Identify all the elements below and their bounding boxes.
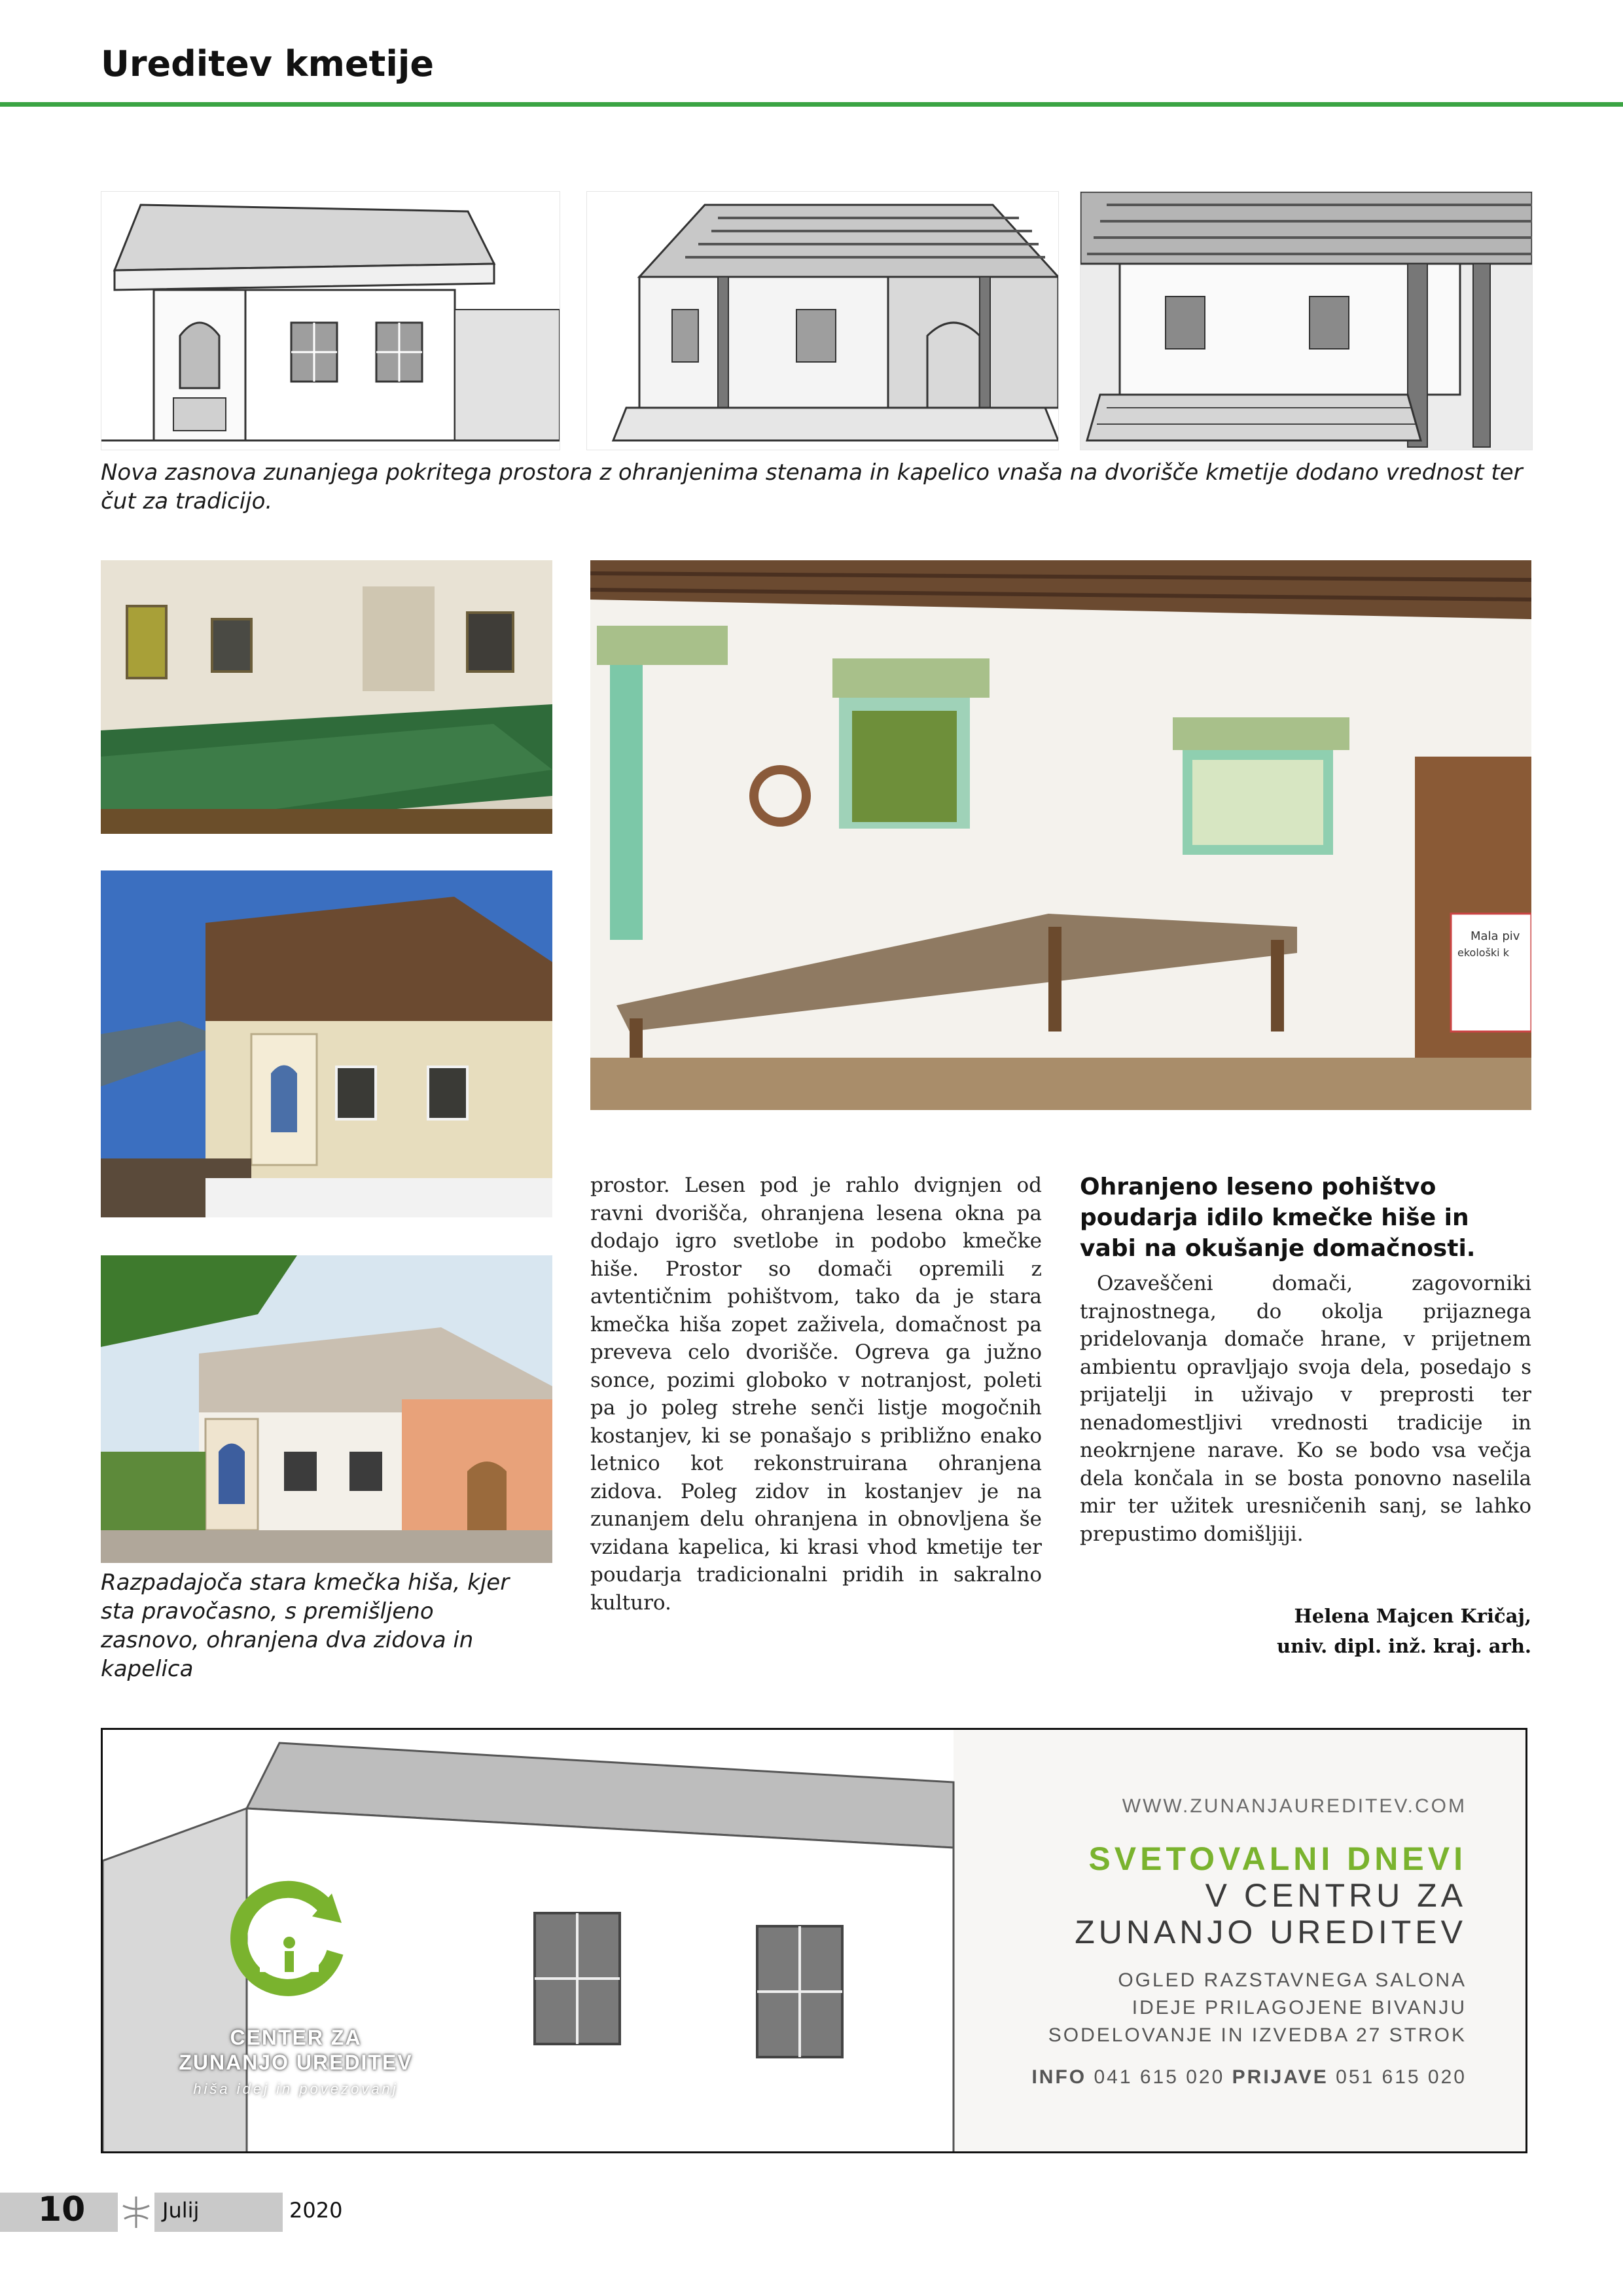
sign-text-1: Mala piv bbox=[1471, 929, 1520, 943]
ad-line-2: IDEJE PRILAGOJENE BIVANJU bbox=[1132, 1997, 1467, 2018]
footer-year: 2020 bbox=[289, 2198, 343, 2223]
ad-line-3: SODELOVANJE IN IZVEDBA 27 STROK bbox=[1048, 2024, 1467, 2046]
prijave-label: PRIJAVE bbox=[1232, 2066, 1329, 2088]
photo-house-chapel-winter bbox=[101, 870, 552, 1217]
info-phone[interactable]: 041 615 020 bbox=[1094, 2066, 1225, 2088]
title-rule bbox=[0, 102, 1623, 107]
ad-headline-2: V CENTRU ZA bbox=[1205, 1877, 1467, 1914]
ad-line-1: OGLED RAZSTAVNEGA SALONA bbox=[1118, 1969, 1467, 1991]
advertisement-box bbox=[101, 1728, 1527, 2153]
footer-month: Julij bbox=[162, 2198, 200, 2223]
photo-interior-dining bbox=[590, 560, 1531, 1110]
logo-line-2: ZUNANJO UREDITEV bbox=[179, 2051, 413, 2074]
article-column-2: Ozaveščeni domači, zagovorniki trajnostnega, do okolja prijaznega pridelovanja domače hrane, v prijetnem ambientu opravljajo svoja dela, posedajo s prijatelji in uživajo v preprosti ter nenadomestljivi vrednosti tradicije in neokrnjene narave. Ko se bodo vsa večja dela končala in se bosta ponovno naselila mir ter užitek uresničenih sanj, se lahko prepustimo domišljiji. bbox=[1080, 1272, 1531, 1546]
ad-headline-3: ZUNANJO UREDITEV bbox=[1075, 1914, 1467, 1950]
magazine-logo-icon bbox=[118, 2193, 154, 2232]
photo-renovated-house bbox=[101, 1255, 552, 1563]
page-number: 10 bbox=[38, 2190, 86, 2229]
section-title: Ureditev kmetije bbox=[101, 43, 434, 84]
sketch-chapel-house bbox=[101, 191, 560, 450]
author-title: univ. dipl. inž. kraj. arh. bbox=[1277, 1635, 1531, 1657]
article-column-1: prostor. Lesen pod je rahlo dvignjen od ravni dvorišča, ohranjena lesena okna pa dodajo igro svetlobe in podobo kmečke hiše. Prostor so domači opremili z avtentičnim pohištvom, tako da je stara kmečka hiša zopet zaživela, domačnost pa preveva celo dvorišče. Ogreva ga južno sonce, pozimi globoko v notranjost, poleti pa jo poleg strehe senči listje mogočnih kostanjev, ki se ponašajo s približno enako letnico kot rekonstruirana ohranjena zidova. Poleg zidov in kostanjev je na zunanjem delu ohranjena in obnovljena še vzidana kapelica, ki krasi vhod kmetije ter poudarja tradicionalni pridih in sakralno kulturo. bbox=[590, 1174, 1042, 1615]
ad-website[interactable]: WWW.ZUNANJAUREDITEV.COM bbox=[1122, 1795, 1467, 1817]
sketch-covered-terrace bbox=[586, 191, 1059, 450]
photos-caption: Razpadajoča stara kmečka hiša, kjer sta pravočasno, s premišljeno zasnovo, ohranjena dva zidova in kapelica bbox=[101, 1570, 510, 1682]
logo-line-1: CENTER ZA bbox=[230, 2026, 362, 2049]
prijave-phone[interactable]: 051 615 020 bbox=[1336, 2066, 1467, 2088]
ad-headline-1: SVETOVALNI DNEVI bbox=[1088, 1840, 1467, 1877]
author-name: Helena Majcen Kričaj, bbox=[1294, 1605, 1531, 1627]
logo-house-icon bbox=[227, 1880, 351, 2005]
sketch-interior-perspective bbox=[1080, 191, 1533, 450]
sketches-caption: Nova zasnova zunanjega pokritega prostora z ohranjenima stenama in kapelico vnaša na dvorišče kmetije dodano vrednost ter čut za tradicijo. bbox=[101, 459, 1523, 514]
article-subheading: Ohranjeno leseno pohištvo poudarja idilo kmečke hiše in vabi na okušanje domačnosti. bbox=[1080, 1174, 1476, 1262]
info-label: INFO bbox=[1031, 2066, 1087, 2088]
logo-tagline: hiša idej in povezovanj bbox=[193, 2081, 399, 2097]
ad-contact-line bbox=[1031, 2066, 1467, 2089]
photo-ruined-farmhouse bbox=[101, 560, 552, 834]
sign-text-2: ekološki k bbox=[1457, 946, 1509, 959]
